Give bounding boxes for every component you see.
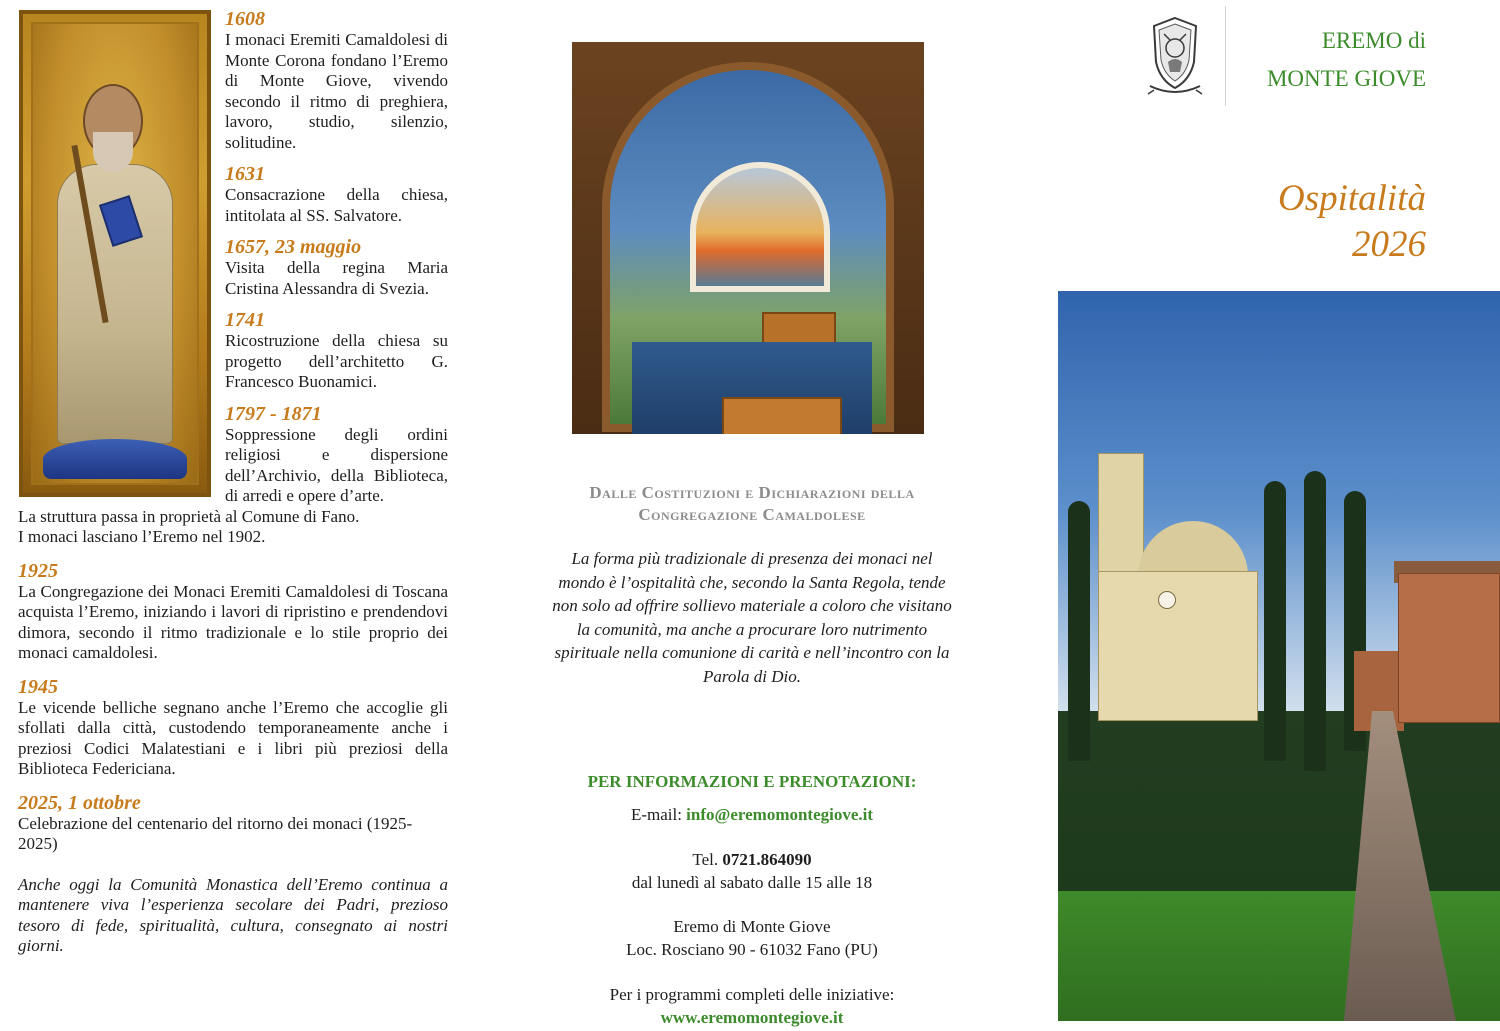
brand-title-line2: MONTE GIOVE	[1266, 66, 1426, 91]
history-panel	[18, 8, 448, 1023]
email-link[interactable]: info@eremomontegiove.it	[686, 805, 874, 824]
hospitality-quote: La forma più tradizionale di presenza dei monaci nel mondo è l’ospitalità che, secondo la Santa Regola, tende non solo ad offrire sollievo materiale a coloro che visitano la comunità, ma anche a procurare loro nutrimento spirituale nella comunione di carità e nell’incontro con la Parola di Dio.	[552, 549, 952, 686]
timeline-year: 1657, 23 maggio	[225, 236, 362, 258]
timeline-text: Le vicende belliche segnano anche l’Eremo che accoglie gli sfollati dalla città, custodendo temporaneamente anche i preziosi Codici Malatestiani e i libri più preziosi della Biblioteca Federiciana.	[18, 697, 448, 778]
crest-logo-container	[1122, 6, 1226, 106]
programs-block	[540, 984, 964, 1029]
constitutions-heading-line1: Dalle Costituzioni e Dichiarazioni della	[589, 483, 915, 502]
programs-text: Per i programmi completi delle iniziative:	[609, 985, 895, 1004]
opening-hours: dal lunedì al sabato dalle 15 alle 18	[631, 872, 873, 892]
timeline-year: 1608	[225, 8, 265, 30]
cover-panel	[1056, 0, 1500, 1031]
timeline-year: 1925	[18, 559, 58, 582]
info-title: PER INFORMAZIONI E PRENOTAZIONI:	[587, 772, 917, 791]
constitutions-heading-line2: Congregazione Camaldolese	[638, 505, 866, 524]
hospitality-panel	[540, 0, 964, 1031]
address-block	[540, 916, 964, 961]
timeline-year: 2025, 1 ottobre	[18, 791, 141, 814]
hermitage-photo	[1058, 291, 1500, 1021]
timeline-text-line: La struttura passa in proprietà al Comune di Fano.	[18, 506, 360, 526]
cover-title-line1: Ospitalità	[1277, 178, 1426, 219]
website-link[interactable]: www.eremomontegiove.it	[660, 1007, 844, 1027]
closing-paragraph: Anche oggi la Comunità Monastica dell’Eremo continua a mantenere viva l’esperienza secolare dei Padri, prezioso tesoro di fede, spiritualità, cultura, consegnato ai nostri giorni.	[18, 874, 448, 955]
eremo-crest-logo-icon	[1144, 14, 1206, 100]
timeline-text: Celebrazione del centenario del ritorno dei monaci (1925-2025)	[18, 813, 413, 853]
email-line	[540, 804, 964, 827]
timeline-text: La Congregazione dei Monaci Eremiti Camaldolesi di Toscana acquista l’Eremo, iniziando i lavori di ripristino e prendendovi dimora, secondo il ritmo tradizionale e lo stile proprio dei monaci camaldolesi.	[18, 581, 448, 662]
email-label: E-mail:	[630, 805, 687, 824]
refectory-photo	[572, 42, 924, 434]
tel-number[interactable]: 0721.864090	[722, 850, 812, 869]
timeline-entry	[18, 792, 448, 855]
tel-label: Tel.	[692, 850, 723, 869]
timeline-text: Visita della regina Maria Cristina Alessandra di Svezia.	[225, 258, 448, 298]
cover-title-line2: 2026	[1352, 224, 1426, 265]
timeline-year: 1631	[225, 163, 265, 185]
saint-painting-image	[19, 10, 211, 497]
timeline-text: Consacrazione della chiesa, intitolata al SS. Salvatore.	[225, 185, 448, 225]
phone-block	[540, 849, 964, 894]
timeline-text: Soppressione degli ordini religiosi e dispersione dell’Archivio, della Biblioteca, di arredi e opere d’arte.	[225, 424, 448, 505]
address-name: Eremo di Monte Giove	[673, 917, 831, 936]
timeline-year: 1797 - 1871	[225, 402, 322, 425]
timeline-entry	[18, 676, 448, 780]
address-line: Loc. Rosciano 90 - 61032 Fano (PU)	[626, 939, 878, 959]
timeline-entry	[18, 560, 448, 664]
constitutions-heading	[540, 482, 964, 526]
brand-title-line1: EREMO di	[1321, 28, 1426, 53]
timeline-text: Ricostruzione della chiesa su progetto dell’architetto G. Francesco Buonamici.	[225, 331, 448, 391]
timeline-text-line: I monaci lasciano l’Eremo nel 1902.	[18, 527, 266, 546]
timeline-year: 1741	[225, 309, 265, 331]
timeline-text: I monaci Eremiti Camaldolesi di Monte Corona fondano l’Eremo di Monte Giove, vivendo secondo il ritmo di preghiera, lavoro, studio, silenzio, solitudine.	[225, 30, 448, 152]
timeline-year: 1945	[18, 675, 58, 698]
